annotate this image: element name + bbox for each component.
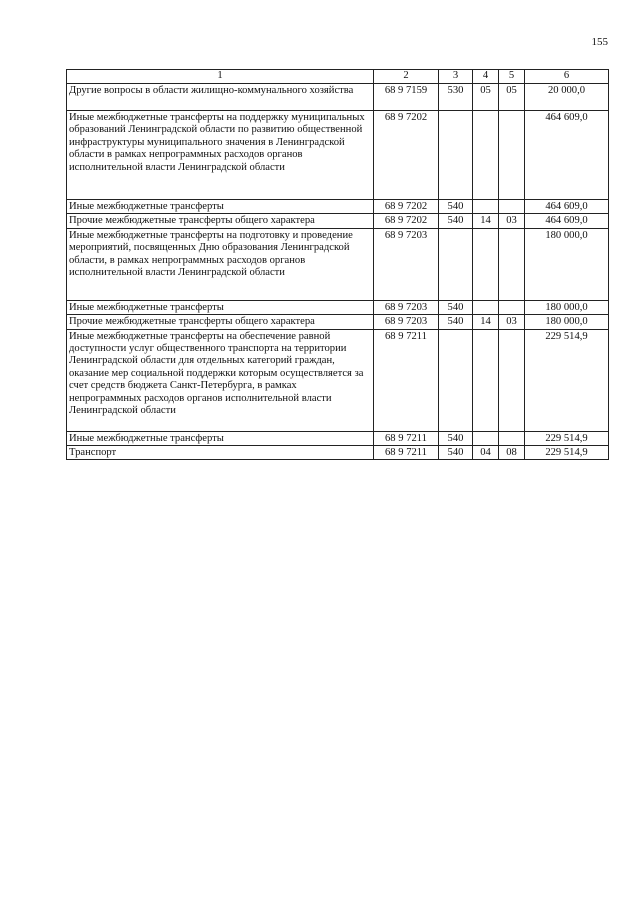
- row-subsection: 03: [499, 315, 525, 329]
- table-row: [67, 431, 609, 445]
- budget-table: [66, 69, 609, 460]
- row-target-code: 68 9 7202: [374, 111, 439, 200]
- row-name: Иные межбюджетные трансферты на подготовку и проведение мероприятий, посвященных Дню образования Ленинградской области, в рамках непрограммных расходов органов исполнительной власти Ленинградской области: [67, 228, 374, 300]
- row-amount: 229 514,9: [525, 446, 609, 460]
- row-expense-type: 540: [439, 315, 473, 329]
- row-subsection: 05: [499, 84, 525, 111]
- row-name: Транспорт: [67, 446, 374, 460]
- row-expense-type: 540: [439, 200, 473, 214]
- row-target-code: 68 9 7159: [374, 84, 439, 111]
- row-subsection: [499, 111, 525, 200]
- row-amount: 464 609,0: [525, 111, 609, 200]
- row-amount: 464 609,0: [525, 214, 609, 228]
- header-row: [67, 70, 609, 84]
- row-section: [473, 300, 499, 314]
- row-expense-type: 530: [439, 84, 473, 111]
- row-subsection: [499, 200, 525, 214]
- row-expense-type: [439, 228, 473, 300]
- header-cell-6: 6: [525, 70, 609, 84]
- row-subsection: [499, 228, 525, 300]
- row-amount: 464 609,0: [525, 200, 609, 214]
- row-target-code: 68 9 7202: [374, 214, 439, 228]
- table-row: [67, 111, 609, 200]
- row-name: Другие вопросы в области жилищно-коммунального хозяйства: [67, 84, 374, 111]
- row-section: 14: [473, 315, 499, 329]
- row-section: [473, 329, 499, 431]
- row-expense-type: [439, 111, 473, 200]
- row-subsection: 03: [499, 214, 525, 228]
- row-amount: 180 000,0: [525, 228, 609, 300]
- row-target-code: 68 9 7211: [374, 329, 439, 431]
- row-section: [473, 228, 499, 300]
- row-section: 05: [473, 84, 499, 111]
- row-name: Иные межбюджетные трансферты: [67, 431, 374, 445]
- row-target-code: 68 9 7203: [374, 315, 439, 329]
- header-cell-2: 2: [374, 70, 439, 84]
- row-expense-type: [439, 329, 473, 431]
- row-section: 04: [473, 446, 499, 460]
- header-cell-1: 1: [67, 70, 374, 84]
- row-subsection: [499, 300, 525, 314]
- row-subsection: 08: [499, 446, 525, 460]
- row-subsection: [499, 431, 525, 445]
- row-amount: 180 000,0: [525, 300, 609, 314]
- row-expense-type: 540: [439, 431, 473, 445]
- row-name: Иные межбюджетные трансферты: [67, 200, 374, 214]
- table-row: [67, 315, 609, 329]
- row-amount: 229 514,9: [525, 329, 609, 431]
- row-section: [473, 431, 499, 445]
- row-amount: 180 000,0: [525, 315, 609, 329]
- table-row: [67, 228, 609, 300]
- page-number: 155: [591, 36, 608, 48]
- row-target-code: 68 9 7211: [374, 446, 439, 460]
- table-row: [67, 84, 609, 111]
- table-row: [67, 300, 609, 314]
- table-row: [67, 200, 609, 214]
- table-row: [67, 214, 609, 228]
- row-section: 14: [473, 214, 499, 228]
- row-subsection: [499, 329, 525, 431]
- row-amount: 20 000,0: [525, 84, 609, 111]
- row-name: Иные межбюджетные трансферты на обеспечение равной доступности услуг общественного транспорта на территории Ленинградской области для отдельных категорий граждан, оказание мер социальной поддержки которым осуществляется за счет средств бюджета Санкт-Петербурга, в рамках непрограммных расходов органов исполнительной власти Ленинградской области: [67, 329, 374, 431]
- row-name: Прочие межбюджетные трансферты общего характера: [67, 214, 374, 228]
- row-expense-type: 540: [439, 214, 473, 228]
- row-section: [473, 111, 499, 200]
- table-row: [67, 329, 609, 431]
- row-amount: 229 514,9: [525, 431, 609, 445]
- row-name: Иные межбюджетные трансферты: [67, 300, 374, 314]
- row-target-code: 68 9 7203: [374, 228, 439, 300]
- row-expense-type: 540: [439, 446, 473, 460]
- table-row: [67, 446, 609, 460]
- row-name: Иные межбюджетные трансферты на поддержку муниципальных образований Ленинградской области по развитию общественной инфраструктуры муниципального значения в Ленинградской области в рамках непрограммных расходов органов исполнительной власти Ленинградской области: [67, 111, 374, 200]
- header-cell-3: 3: [439, 70, 473, 84]
- header-cell-5: 5: [499, 70, 525, 84]
- row-expense-type: 540: [439, 300, 473, 314]
- row-section: [473, 200, 499, 214]
- header-cell-4: 4: [473, 70, 499, 84]
- row-target-code: 68 9 7211: [374, 431, 439, 445]
- row-target-code: 68 9 7202: [374, 200, 439, 214]
- row-target-code: 68 9 7203: [374, 300, 439, 314]
- row-name: Прочие межбюджетные трансферты общего характера: [67, 315, 374, 329]
